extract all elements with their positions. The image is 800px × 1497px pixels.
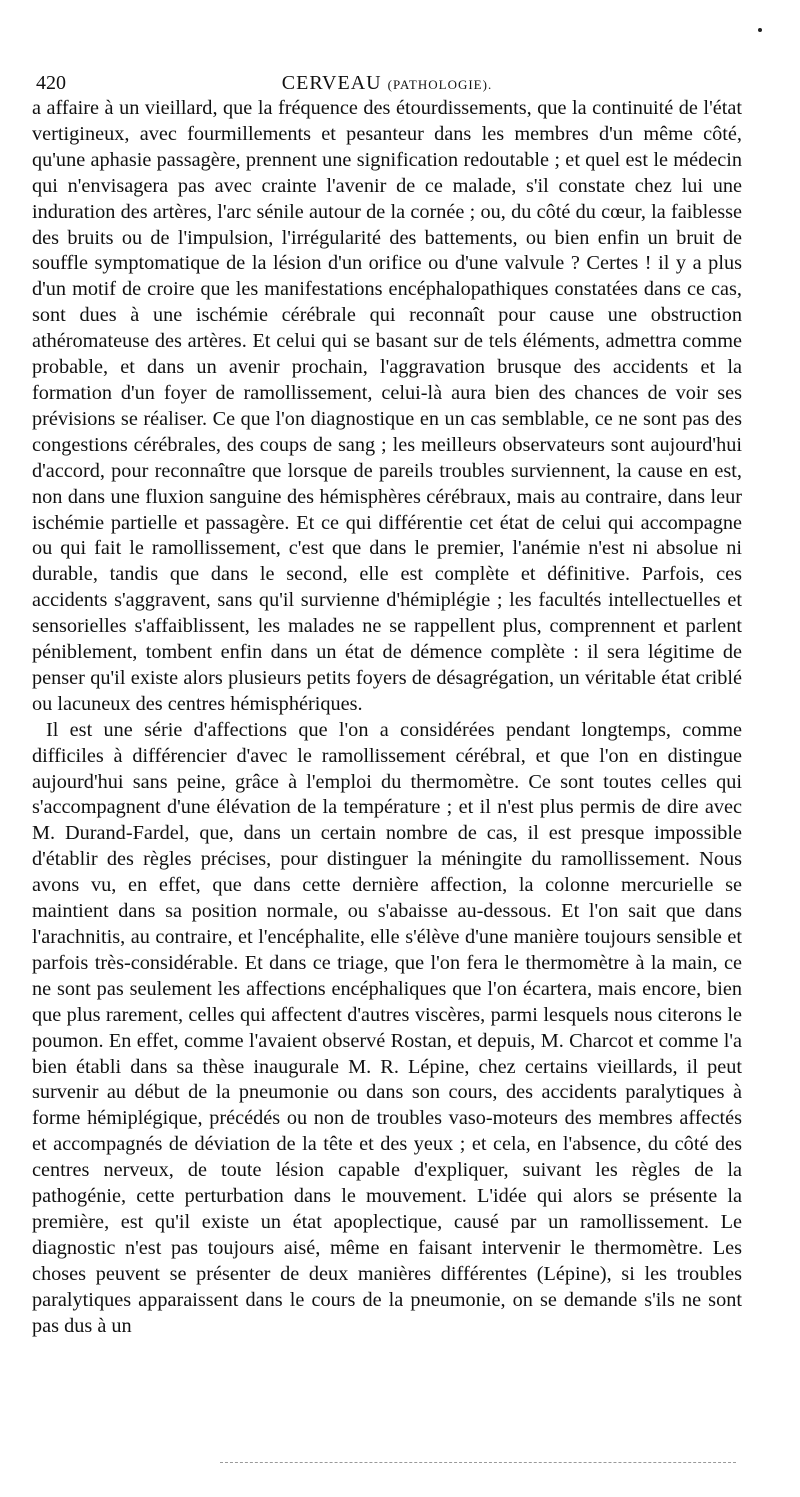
book-page bbox=[32, 62, 742, 1340]
footer-rule bbox=[220, 1462, 736, 1463]
page-number: 420 bbox=[36, 72, 66, 94]
running-title bbox=[32, 72, 742, 95]
page-speck bbox=[758, 28, 762, 32]
paragraph-continuation: a affaire à un vieillard, que la fréquence des étourdissements, que la continuité de l'état vertigineux, avec fourmillements et pesanteur dans les membres d'un même côté, qu'une aphasie passagère, prennent une signification redoutable ; et quel est le médecin qui n'envisagera pas avec crainte l'avenir de ce malade, s'il constate chez lui une induration des artères, l'arc sénile autour de la cornée ; ou, du côté du cœur, la faiblesse des bruits ou de l'impulsion, l'irrégularité des battements, ou bien enfin un bruit de souffle symptomatique de la lésion d'un orifice ou d'une valvule ? Certes ! il y a plus d'un motif de croire que les manifestations encéphalopathiques constatées dans ce cas, sont dues à une ischémie cérébrale qui reconnaît pour cause une obstruction athéromateuse des artères. Et celui qui se basant sur de tels éléments, admettra comme probable, et dans un avenir prochain, l'aggravation brusque des accidents et la formation d'un foyer de ramollissement, celui-là aura bien des chances de voir ses prévisions se réaliser. Ce que l'on diagnostique en un cas semblable, ce ne sont pas des congestions cérébrales, des coups de sang ; les meilleurs observateurs sont aujourd'hui d'accord, pour reconnaître que lorsque de pareils troubles surviennent, la cause en est, non dans une fluxion sanguine des hémisphères cérébraux, mais au contraire, dans leur ischémie partielle et passagère. Et ce qui différentie cet état de celui qui accompagne ou qui fait le ramollissement, c'est que dans le premier, l'anémie n'est ni absolue ni durable, tandis que dans le second, elle est complète et définitive. Parfois, ces accidents s'aggravent, sans qu'il survienne d'hémiplégie ; les facultés intellectuelles et sensorielles s'affaiblissent, les malades ne se rappellent plus, comprennent et parlent péniblement, tombent enfin dans un état de démence complète : il sera légitime de penser qu'il existe alors plusieurs petits foyers de désagrégation, un véritable état criblé ou lacuneux des centres hémisphériques. bbox=[32, 97, 742, 715]
paragraph-thermometer: Il est une série d'affections que l'on a considérées pendant longtemps, comme difficiles à différencier d'avec le ramollissement cérébral, et que l'on en distingue aujourd'hui sans peine, grâce à l'emploi du thermomètre. Ce sont toutes celles qui s'accompagnent d'une élévation de la température ; et il n'est plus permis de dire avec M. Durand-Fardel, que, dans un certain nombre de cas, il est presque impossible d'établir des règles précises, pour distinguer la méningite du ramollissement. Nous avons vu, en effet, que dans cette dernière affection, la colonne mercurielle se maintient dans sa position normale, ou s'abaisse au-dessous. Et l'on sait que dans l'arachnitis, au contraire, et l'encéphalite, elle s'élève d'une manière toujours sensible et parfois très-considérable. Et dans ce triage, que l'on fera le thermomètre à la main, ce ne sont pas seulement les affections encéphaliques que l'on écartera, mais encore, bien que plus rarement, celles qui affectent d'autres viscères, parmi lesquels nous citerons le poumon. En effet, comme l'avaient observé Rostan, et depuis, M. Charcot et comme l'a bien établi dans sa thèse inaugurale M. R. Lépine, chez certains vieillards, il peut survenir au début de la pneumonie ou dans son cours, des accidents paralytiques à forme hémiplégique, précédés ou non de troubles vaso-moteurs des membres affectés et accompagnés de déviation de la tête et des yeux ; et cela, en l'absence, du côté des centres nerveux, de toute lésion capable d'expliquer, suivant les règles de la pathogénie, cette perturbation dans le mouvement. L'idée qui alors se présente la première, est qu'il existe un état apoplectique, causé par un ramollissement. Le diagnostic n'est pas toujours aisé, même en faisant intervenir le thermomètre. Les choses peuvent se présenter de deux manières différentes (Lépine), si les troubles paralytiques apparaissent dans le cours de la pneumonie, on se demande s'ils ne sont pas dus à un bbox=[32, 718, 742, 1337]
running-title-sub: (PATHOLOGIE). bbox=[387, 77, 493, 92]
running-title-main: CERVEAU bbox=[281, 72, 382, 94]
running-head bbox=[32, 62, 742, 96]
